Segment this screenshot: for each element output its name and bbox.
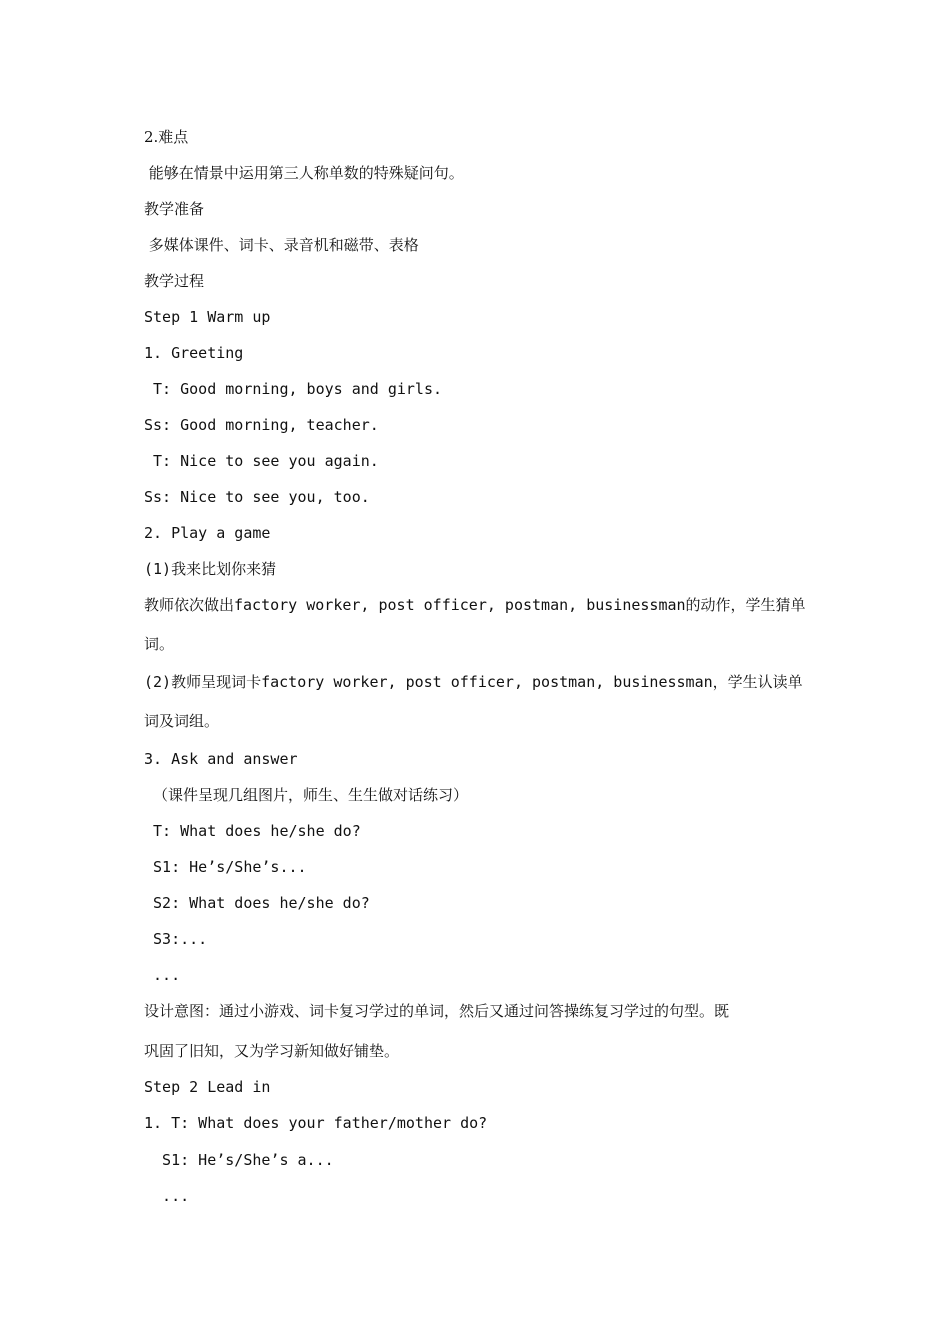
dialogue-line: Ss: Nice to see you, too. <box>144 488 370 506</box>
heading-preparation: 教学准备 <box>144 200 205 218</box>
dialogue-line: S3:... <box>144 930 208 948</box>
dialogue-line: Ss: Good morning, teacher. <box>144 416 379 434</box>
step-1-heading: Step 1 Warm up <box>144 308 271 326</box>
ellipsis-line: ... <box>144 966 181 984</box>
dialogue-line: T: Good morning, boys and girls. <box>144 380 443 398</box>
game-item-2-text-cont: 词及词组。 <box>144 712 220 730</box>
dialogue-line: S2: What does he/she do? <box>144 894 370 912</box>
heading-difficulty: 2.难点 <box>144 128 189 146</box>
dialogue-line: S1: He’s/She’s... <box>144 858 307 876</box>
ellipsis-line: ... <box>144 1187 190 1205</box>
heading-process: 教学过程 <box>144 272 205 290</box>
play-game-heading: 2. Play a game <box>144 524 271 542</box>
greeting-heading: 1. Greeting <box>144 344 244 362</box>
design-intent-text-cont: 巩固了旧知，又为学习新知做好铺垫。 <box>144 1042 400 1060</box>
game-item-1-text: 教师依次做出factory worker, post officer, postman, businessman的动作，学生猜单 <box>144 596 806 614</box>
dialogue-line: 1. T: What does your father/mother do? <box>144 1114 488 1132</box>
ask-answer-heading: 3. Ask and answer <box>144 750 298 768</box>
ask-answer-note: （课件呈现几组图片，师生、生生做对话练习） <box>144 786 469 804</box>
dialogue-line: T: Nice to see you again. <box>144 452 379 470</box>
game-item-1: (1)我来比划你来猜 <box>144 560 277 578</box>
design-intent-text: 设计意图：通过小游戏、词卡复习学过的单词，然后又通过问答操练复习学过的句型。既 <box>144 1002 730 1020</box>
dialogue-line: S1: He’s/She’s a... <box>144 1151 334 1169</box>
difficulty-text: 能够在情景中运用第三人称单数的特殊疑问句。 <box>144 164 464 182</box>
dialogue-line: T: What does he/she do? <box>144 822 361 840</box>
game-item-2-text: (2)教师呈现词卡factory worker, post officer, postman, businessman，学生认读单 <box>144 673 803 691</box>
step-2-heading: Step 2 Lead in <box>144 1078 271 1096</box>
preparation-text: 多媒体课件、词卡、录音机和磁带、表格 <box>144 236 419 254</box>
game-item-1-text-cont: 词。 <box>144 635 175 653</box>
